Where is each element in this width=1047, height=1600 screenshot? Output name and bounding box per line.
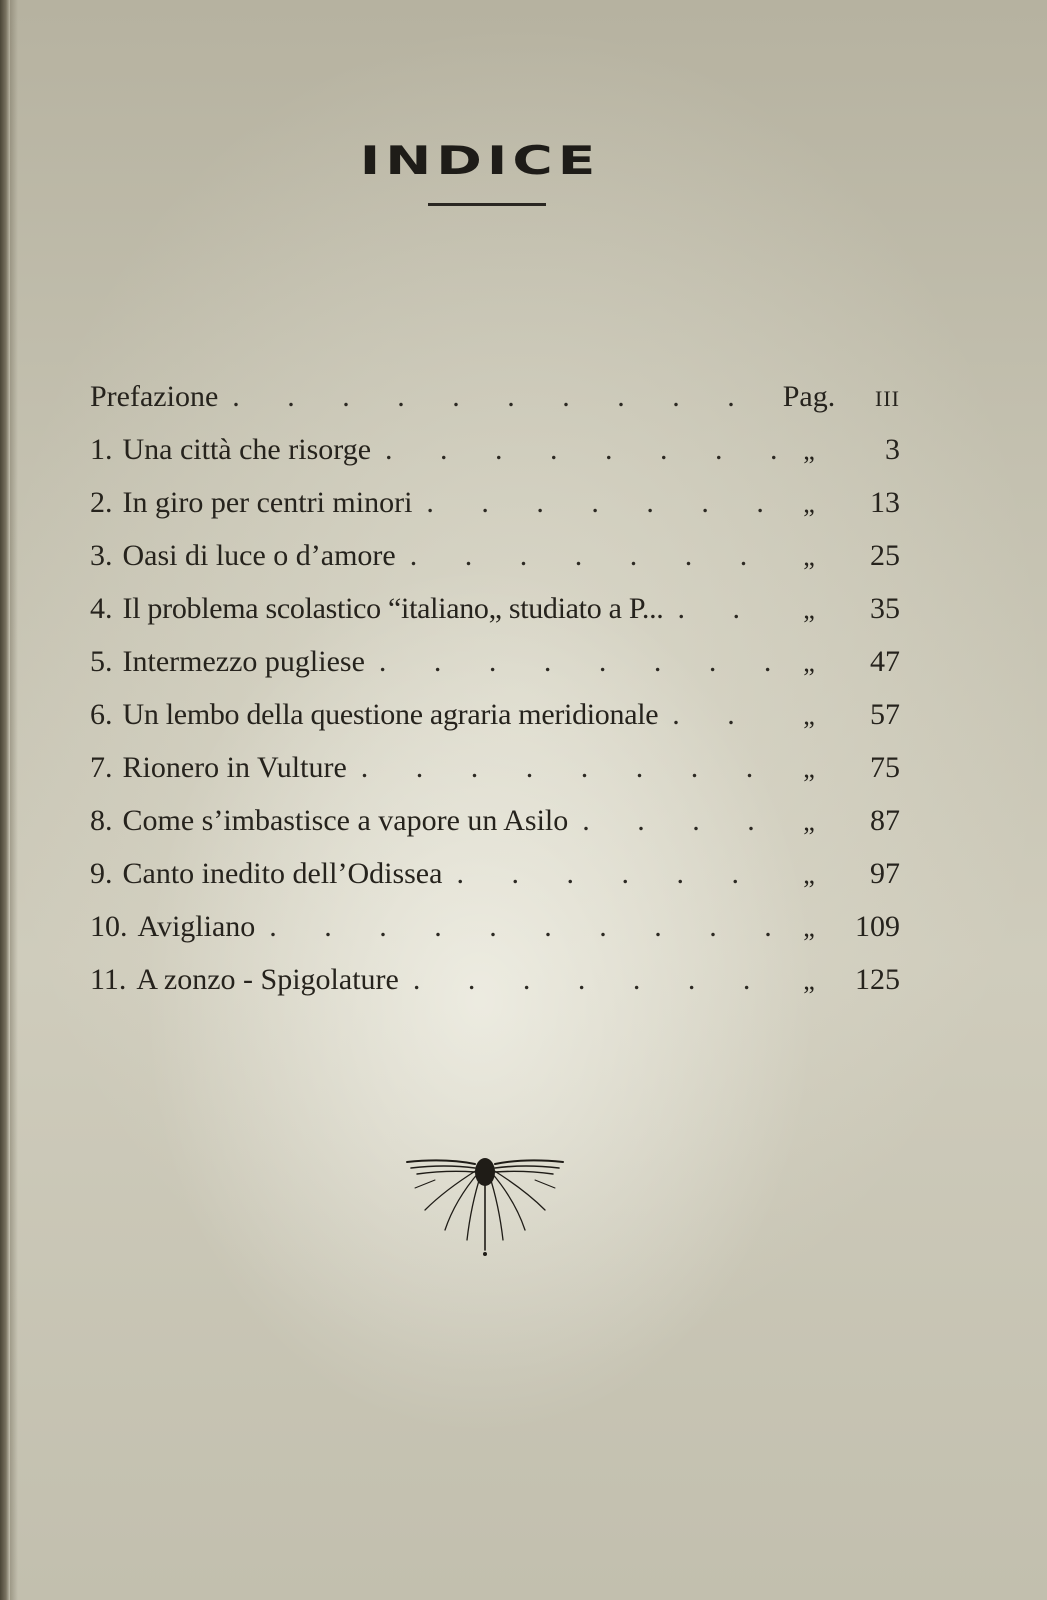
table-of-contents [90, 370, 900, 1006]
toc-page-number: 109 [855, 910, 900, 943]
dot-leader [347, 741, 776, 794]
toc-label: Rionero in Vulture [122, 751, 347, 784]
dot-leader [442, 847, 776, 900]
ditto-mark: „ [803, 860, 815, 889]
ditto-mark: „ [803, 966, 815, 995]
toc-number: 2. [90, 486, 113, 519]
toc-page-number: 47 [870, 645, 900, 678]
toc-row [90, 582, 900, 635]
toc-page-number: 97 [870, 857, 900, 890]
toc-label: In giro per centri minori [122, 486, 413, 519]
toc-label: Canto inedito dell’Odissea [122, 857, 443, 890]
toc-number: 9. [90, 857, 113, 890]
ditto-mark: „ [803, 701, 815, 730]
toc-page-number: III [875, 386, 900, 411]
toc-row [90, 688, 900, 741]
toc-row [90, 900, 900, 953]
toc-page-number: 3 [885, 433, 900, 466]
toc-row [90, 741, 900, 794]
toc-label: Avigliano [137, 910, 256, 943]
dot-leader [658, 688, 776, 741]
toc-row [90, 423, 900, 476]
toc-label: Intermezzo pugliese [122, 645, 365, 678]
toc-row [90, 953, 900, 1006]
dot-leader [396, 529, 776, 582]
page-title: INDICE [359, 138, 601, 184]
ditto-mark: „ [803, 913, 815, 942]
toc-label: Il problema scolastico “italiano„ studiato a P... [122, 592, 664, 625]
ditto-mark: „ [803, 595, 815, 624]
ditto-mark: „ [803, 807, 815, 836]
toc-number: 3. [90, 539, 113, 572]
ditto-mark: „ [803, 754, 815, 783]
toc-page-number: 75 [870, 751, 900, 784]
toc-page-number: 35 [870, 592, 900, 625]
toc-row [90, 794, 900, 847]
toc-number: 8. [90, 804, 113, 837]
toc-row [90, 529, 900, 582]
toc-page-number: 57 [870, 698, 900, 731]
toc-label: Una città che risorge [122, 433, 372, 466]
toc-row [90, 476, 900, 529]
dot-leader [255, 900, 776, 953]
title-underline [428, 203, 546, 206]
dot-leader [399, 953, 776, 1006]
toc-row-prefazione [90, 370, 900, 423]
toc-row [90, 847, 900, 900]
dot-leader [371, 423, 776, 476]
ditto-mark: „ [803, 489, 815, 518]
dot-leader [218, 370, 776, 423]
toc-label: Come s’imbastisce a vapore un Asilo [122, 804, 569, 837]
toc-label: A zonzo - Spigolature [136, 963, 399, 996]
toc-number: 1. [90, 433, 113, 466]
toc-label: Prefazione [90, 380, 219, 413]
book-spine-shadow [0, 0, 10, 1600]
pag-label: Pag. [782, 380, 836, 413]
gutter-shadow [10, 0, 18, 1600]
toc-number: 10. [90, 910, 128, 943]
toc-number: 5. [90, 645, 113, 678]
ditto-mark: „ [803, 648, 815, 677]
toc-number: 6. [90, 698, 113, 731]
toc-label: Oasi di luce o d’amore [122, 539, 396, 572]
toc-number: 4. [90, 592, 113, 625]
dot-leader [664, 582, 777, 635]
winged-ornament-icon [405, 1150, 565, 1260]
toc-number: 7. [90, 751, 113, 784]
dot-leader [412, 476, 776, 529]
toc-page-number: 13 [870, 486, 900, 519]
dot-leader [568, 794, 776, 847]
toc-page-number: 125 [855, 963, 900, 996]
toc-label: Un lembo della questione agraria meridionale [122, 698, 659, 731]
toc-page-number: 87 [870, 804, 900, 837]
ditto-mark: „ [803, 542, 815, 571]
toc-row [90, 635, 900, 688]
ditto-mark: „ [803, 436, 815, 465]
toc-number: 11. [90, 963, 127, 996]
toc-page-number: 25 [870, 539, 900, 572]
dot-leader [365, 635, 776, 688]
